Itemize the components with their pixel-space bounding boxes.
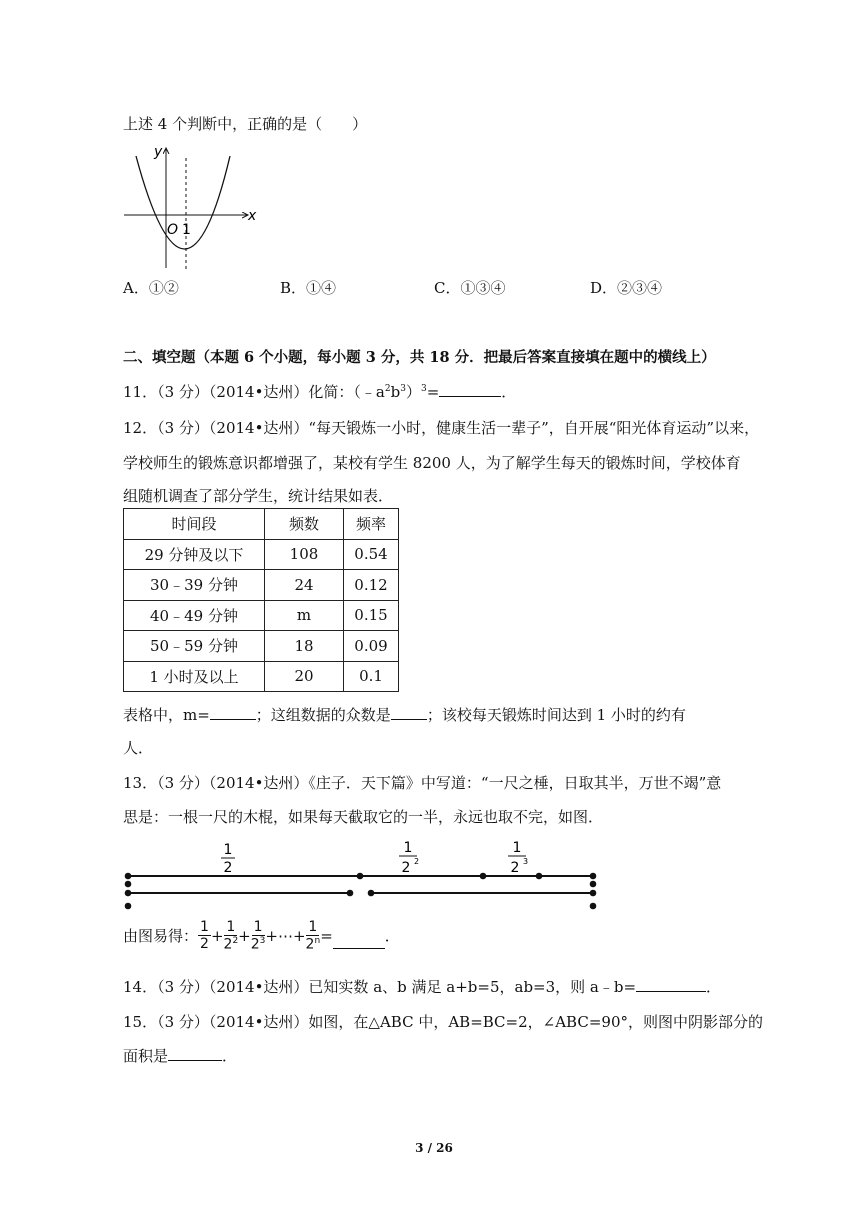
frequency-table	[123, 508, 399, 692]
dot	[347, 890, 354, 897]
col-header: 频数	[265, 509, 344, 540]
q14-text: 14．（3 分）（2014•达州）已知实数 a、b 满足 a+b=5，ab=3，则 a﹣b= ．	[123, 978, 722, 996]
q11-text: 11．（3 分）（2014•达州）化简：$(﹣a^2b^3)^3=$ ．	[123, 383, 517, 401]
dot	[536, 873, 543, 880]
table-row	[124, 631, 399, 662]
table-cell: 29 分钟及以下	[124, 539, 265, 570]
fraction: $\frac{1}{2}$	[200, 919, 209, 953]
table-cell: 0.1	[344, 661, 399, 692]
q13-answer-blank[interactable]	[333, 934, 385, 949]
table-row	[124, 570, 399, 601]
q12-line1: 12．（3 分）（2014•达州）“每天锻炼一小时，健康生活一辈子”，自开展“阳光体育运动”以来，	[123, 419, 760, 437]
table-cell: 24	[265, 570, 344, 601]
section-title: 二、填空题（本题 6 个小题，每小题 3 分，共 18 分．把最后答案直接填在题中的横线上）	[123, 349, 716, 366]
parabola-graph	[118, 140, 258, 272]
dot	[590, 873, 597, 880]
frac1-den: 2	[223, 860, 233, 876]
q12-answer-line: 表格中，m= ；这组数据的众数是 ；该校每天锻炼时间达到 1 小时的约有	[123, 706, 686, 724]
q12-answer-end: 人．	[123, 739, 154, 757]
fraction: $\frac{1}{2^3}$	[250, 919, 266, 953]
dot	[125, 881, 132, 888]
table-cell: 0.09	[344, 631, 399, 662]
frac3-num: 1	[512, 840, 522, 856]
table-cell: 20	[265, 661, 344, 692]
q14-answer-blank[interactable]	[636, 977, 706, 992]
q15-line2: 面积是 ．	[123, 1047, 238, 1065]
q11-answer-blank[interactable]	[439, 382, 501, 397]
table-row	[124, 600, 399, 631]
frac1-num: 1	[223, 842, 233, 858]
col-header: 时间段	[124, 509, 265, 540]
table-cell: 108	[265, 539, 344, 570]
fraction: $\frac{1}{2^n}$	[305, 919, 321, 953]
option-a: A．①②	[123, 279, 179, 297]
table-cell: 1 小时及以上	[124, 661, 265, 692]
table-cell: m	[265, 600, 344, 631]
frac3-den: 2	[510, 860, 520, 876]
frac2-den: 2	[401, 860, 411, 876]
dot	[125, 873, 132, 880]
col-header: 频率	[344, 509, 399, 540]
dot	[590, 903, 597, 910]
table-cell: 0.12	[344, 570, 399, 601]
table-cell: 30﹣39 分钟	[124, 570, 265, 601]
frac2-exp: 2	[414, 857, 420, 866]
origin-label: O	[167, 222, 179, 238]
dot	[125, 890, 132, 897]
frac3-exp: 3	[523, 857, 529, 866]
q15-line1: 15．（3 分）（2014•达州）如图，在△ABC 中，AB=BC=2，∠ABC=90°，则图中阴影部分的	[123, 1013, 763, 1031]
dot	[480, 873, 487, 880]
table-row	[124, 661, 399, 692]
frac2-num: 1	[403, 840, 413, 856]
x-axis-label: x	[248, 208, 257, 224]
table-cell: 50﹣59 分钟	[124, 631, 265, 662]
option-d: D．②③④	[590, 279, 663, 297]
dot	[590, 881, 597, 888]
table-header-row	[124, 509, 399, 540]
dot	[368, 890, 375, 897]
tick-label-1: 1	[182, 222, 191, 238]
q15-answer-blank[interactable]	[168, 1046, 222, 1061]
table-cell: 0.15	[344, 600, 399, 631]
fraction: $\frac{1}{2^2}$	[223, 919, 239, 953]
stick-figure	[118, 838, 608, 914]
dot	[125, 903, 132, 910]
q12-line3: 组随机调查了部分学生，统计结果如表．	[123, 487, 394, 505]
option-c: C．①③④	[434, 279, 506, 297]
q10-prompt: 上述 4 个判断中，正确的是（ ）	[123, 115, 368, 133]
q13-line2: 思是：一根一尺的木棍，如果每天截取它的一半，永远也取不完，如图．	[123, 808, 604, 826]
dot	[357, 873, 364, 880]
option-b: B．①④	[280, 279, 337, 297]
page-number: 3 / 26	[415, 1141, 453, 1155]
table-row	[124, 539, 399, 570]
table-cell: 18	[265, 631, 344, 662]
q13-equation: 由图易得： $\frac{1}{2}$ + $\frac{1}{2^2}$ + $\frac{1}{2^3}$ +⋯+ $\frac{1}{2^n}$ = ．	[123, 919, 400, 953]
q12-line2: 学校师生的锻炼意识都增强了，某校有学生 8200 人，为了解学生每天的锻炼时间，学校体育	[123, 454, 741, 472]
dot	[590, 890, 597, 897]
y-axis-label: y	[154, 144, 163, 160]
table-cell: 40﹣49 分钟	[124, 600, 265, 631]
q13-line1: 13．（3 分）（2014•达州）《庄子．天下篇》中写道：“一尺之棰，日取其半，万世不竭”意	[123, 774, 722, 792]
q12-blank-mode[interactable]	[391, 705, 427, 720]
table-cell: 0.54	[344, 539, 399, 570]
q12-blank-m[interactable]	[210, 705, 256, 720]
